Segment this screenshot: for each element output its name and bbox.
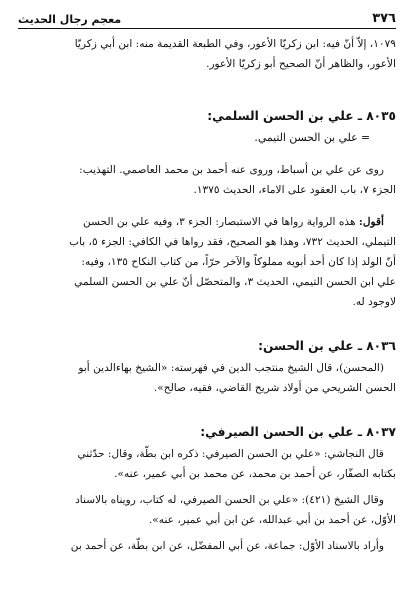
cross-reference: = علي بن الحسن التيمي. bbox=[254, 131, 370, 144]
text-line: بكتابه الصفّار، عن أحمد بن محمد، عن محمد بن أبي عمير، عنه». bbox=[114, 468, 396, 480]
text-line bbox=[18, 212, 396, 232]
text-line: الأوّل، عن أحمد بن أبي عبدالله، عن ابن أبي عمير، عنه». bbox=[148, 514, 396, 526]
entry-heading: ٨٠٣٥ ـ علي بن الحسن السلمي: bbox=[207, 109, 396, 123]
text-line: علي ابن الحسن التيمي، الحديث ٣، والمتحصّل أنّ علي بن الحسن السلمي bbox=[74, 276, 396, 288]
continuation-paragraph bbox=[18, 34, 396, 74]
text-span: هذه الرواية رواها في الاستبصار: الجزء ٣، وفيه علي بن الحسن bbox=[83, 216, 359, 228]
text-line: التيملي، الحديث ٧٣٢، وهذا هو الصحيح، فقد رواها في الكافي: الجزء ٥، باب bbox=[69, 236, 396, 248]
text-line: روى عن علي بن أسباط، وروى عنه أحمد بن محمد العاصمي. التهذيب: bbox=[79, 164, 384, 176]
entry-paragraph bbox=[18, 536, 396, 556]
entry-heading: ٨٠٣٦ ـ علي بن الحسن: bbox=[258, 339, 396, 353]
text-line: الجزء ٧، باب العقود على الاماء، الحديث ١٣٧٥. bbox=[193, 184, 396, 196]
text-line: وقال الشيخ (٤٢١): «علي بن الحسن الصيرفي، له كتاب، رويناه بالاسناد bbox=[75, 494, 384, 506]
text-line: لاوجود له. bbox=[352, 296, 396, 308]
text-line: أنّ الولد إذا كان أحد أبويه مملوكاً والآخر حرّاً، من كتاب النكاح ١٣٥، وفيه: bbox=[81, 256, 396, 268]
entry-8036 bbox=[18, 336, 396, 398]
page-header bbox=[18, 8, 396, 29]
entry-8035 bbox=[18, 106, 396, 312]
entry-paragraph bbox=[18, 444, 396, 484]
narration-paragraph bbox=[18, 160, 396, 200]
entry-8037 bbox=[18, 422, 396, 556]
text-line: ١٠٧٩، إلاّ أنّ فيه: ابن زكريّا الأعور، وفي الطبعة القديمة منه: ابن أبي زكريّا bbox=[74, 38, 396, 50]
text-line: الحسن الشريحي من أولاد شريح القاضي، فقيه، صالح». bbox=[153, 382, 396, 394]
commentary-lead: أقول: bbox=[358, 216, 384, 228]
page-number: ٣٧٦ bbox=[372, 11, 396, 26]
entry-paragraph bbox=[18, 490, 396, 530]
commentary-paragraph bbox=[18, 212, 396, 312]
entry-heading: ٨٠٣٧ ـ علي بن الحسن الصيرفي: bbox=[200, 425, 396, 439]
text-line: وأراد بالاسناد الأوّل: جماعة، عن أبي المفضّل، عن ابن بطّة، عن أحمد بن bbox=[70, 540, 384, 552]
book-title: معجم رجال الحديث bbox=[18, 13, 122, 26]
entry-paragraph bbox=[18, 358, 396, 398]
text-line: الأعور، والظاهر أنّ الصحيح أبو زكريّا الأعور. bbox=[206, 58, 396, 70]
text-line: (المحسن)، قال الشيخ منتجب الدين في فهرسته: «الشيخ بهاءالدين أبو bbox=[78, 362, 384, 374]
text-line: قال النجاشي: «علي بن الحسن الصيرفي: ذكره ابن بطّة، وقال: حدّثني bbox=[77, 448, 384, 460]
